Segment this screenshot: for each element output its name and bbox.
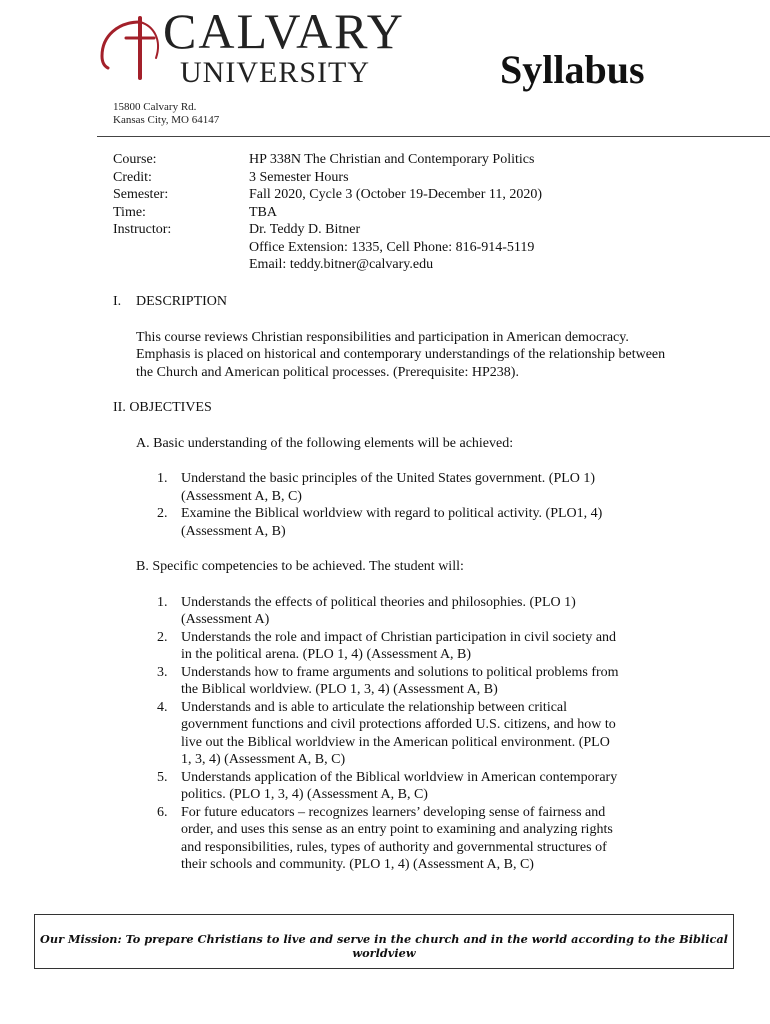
address-line: 15800 Calvary Rd. (113, 101, 197, 113)
section-number: I. (113, 294, 122, 309)
objectives-b-list (113, 594, 673, 874)
item-line: 1, 3, 4) (Assessment A, B, C) (181, 752, 346, 767)
info-value: HP 338N The Christian and Contemporary Politics (249, 152, 535, 167)
item-line: the Biblical worldview. (PLO 1, 3, 4) (Assessment A, B) (181, 682, 498, 697)
info-row (113, 169, 542, 187)
info-label: Semester: (113, 187, 169, 202)
item-line: their schools and community. (PLO 1, 4) (Assessment A, B, C) (181, 857, 534, 872)
item-line: (Assessment A, B) (181, 523, 286, 539)
list-item (113, 470, 673, 505)
info-row (113, 204, 542, 222)
mission-statement: Our Mission: To prepare Christians to live and serve in the church and in the world according to the Biblical worldview (40, 932, 728, 960)
info-value: Fall 2020, Cycle 3 (October 19-December 11, 2020) (249, 187, 543, 202)
course-info (113, 151, 542, 274)
page-title: Syllabus (500, 47, 645, 92)
item-number: 6. (157, 804, 168, 820)
info-row (113, 256, 542, 274)
list-item (113, 629, 673, 664)
info-row (113, 221, 542, 239)
info-row (113, 239, 542, 257)
list-item (113, 664, 673, 699)
item-line: Understand the basic principles of the United States government. (PLO 1) (181, 471, 596, 486)
item-line: order, and uses this sense as an entry point to examining and analyzing rights (181, 822, 613, 837)
item-number: 1. (157, 471, 168, 486)
section-heading-description (113, 293, 673, 311)
university-name: CALVARY (163, 3, 405, 59)
info-label (113, 239, 249, 257)
list-item (113, 804, 673, 874)
item-line: government functions and civil protections afforded U.S. citizens, and how to (181, 717, 616, 732)
list-item (113, 505, 673, 540)
item-number: 3. (157, 664, 168, 680)
item-line: (Assessment A) (181, 612, 270, 627)
item-line: in the political arena. (PLO 1, 4) (Assessment A, B) (181, 647, 472, 662)
item-number: 5. (157, 769, 168, 785)
item-line: Understands and is able to articulate the relationship between critical (181, 699, 568, 715)
section-heading-objectives: II. OBJECTIVES (113, 400, 212, 415)
item-number: 1. (157, 594, 168, 610)
item-line: Understands the role and impact of Christian participation in civil society and (181, 629, 617, 645)
item-line: politics. (PLO 1, 3, 4) (Assessment A, B, C) (181, 787, 428, 802)
list-item (113, 594, 673, 629)
item-line: Understands the effects of political theories and philosophies. (PLO 1) (181, 594, 576, 610)
info-value: Office Extension: 1335, Cell Phone: 816-914-5119 (249, 239, 535, 255)
info-label: Course: (113, 152, 157, 167)
info-label: Credit: (113, 169, 152, 185)
info-label: Instructor: (113, 222, 172, 237)
address-line: Kansas City, MO 64147 (113, 114, 220, 126)
item-number: 4. (157, 699, 168, 715)
calvary-cross-logo-icon (96, 12, 168, 84)
item-number: 2. (157, 629, 168, 645)
info-value: 3 Semester Hours (249, 169, 349, 185)
info-row (113, 151, 542, 169)
syllabus-body (113, 293, 673, 874)
item-line: Understands application of the Biblical worldview in American contemporary (181, 769, 618, 785)
item-line: and responsibilities, rules, types of authority and governmental structures of (181, 839, 607, 855)
info-label: Time: (113, 204, 146, 220)
info-value: TBA (249, 204, 277, 220)
item-line: Understands how to frame arguments and solutions to political problems from (181, 664, 619, 680)
item-number: 2. (157, 506, 168, 521)
info-label (113, 256, 249, 274)
item-line: live out the Biblical worldview in the American political environment. (PLO (181, 734, 610, 750)
list-item (113, 769, 673, 804)
item-line: (Assessment A, B, C) (181, 488, 302, 504)
description-text: This course reviews Christian responsibilities and participation in American democracy. Emphasis is placed on historical and contemporary understandings of the relationship between the Church and American political processes. (Prerequisite: HP238). (136, 329, 666, 380)
item-line: Examine the Biblical worldview with regard to political activity. (PLO1, 4) (181, 506, 603, 521)
header-divider (97, 136, 770, 137)
section-title: DESCRIPTION (136, 294, 228, 309)
info-value: Dr. Teddy D. Bitner (249, 222, 361, 237)
objectives-b-heading: B. Specific competencies to be achieved. The student will: (136, 559, 464, 574)
mission-box (34, 914, 734, 969)
university-subtitle: UNIVERSITY (180, 56, 370, 89)
list-item (113, 699, 673, 769)
address (113, 101, 219, 127)
objectives-a-list (113, 470, 673, 540)
info-value: Email: teddy.bitner@calvary.edu (249, 257, 434, 272)
objectives-a-heading: A. Basic understanding of the following elements will be achieved: (136, 435, 514, 451)
info-row (113, 186, 542, 204)
item-line: For future educators – recognizes learners’ developing sense of fairness and (181, 804, 606, 820)
